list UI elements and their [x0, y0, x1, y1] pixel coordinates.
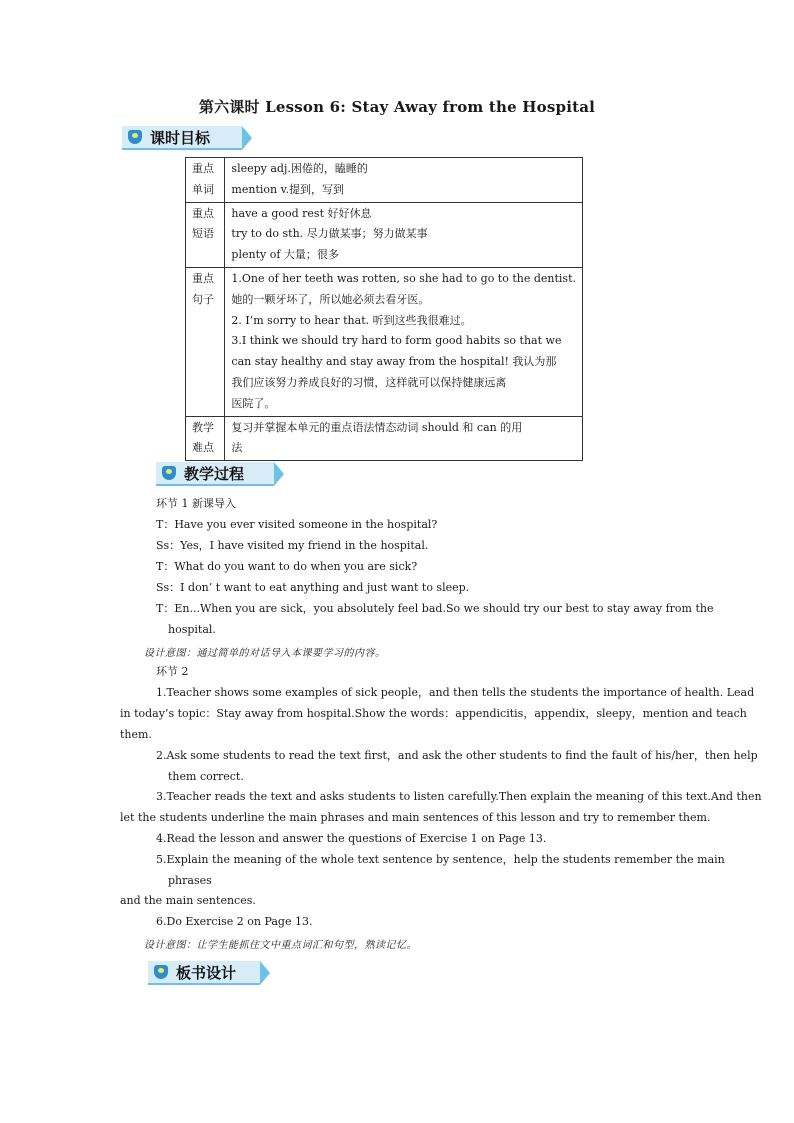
row-key-sentences: 重点句子 [186, 267, 225, 416]
sentence-line: 她的一颗牙坏了，所以她必须去看牙医。 [231, 292, 430, 306]
table-row [186, 202, 583, 267]
row-value-words [225, 158, 583, 203]
dialogue-line: hospital. [168, 623, 216, 636]
section-title-board: 板书设计 [176, 964, 237, 982]
phrase-line: try to do sth. 尽力做某事；努力做某事 [231, 227, 428, 241]
dialogue-line: Ss：Yes，I have visited my friend in the hospital. [156, 539, 429, 552]
sentence-line: can stay healthy and stay away from the hospital! 我认为那 [231, 355, 557, 369]
dialogue-line: T：Have you ever visited someone in the hospital? [156, 518, 438, 531]
section-banner-goals [122, 126, 242, 150]
design-intent-note: 设计意图：通过简单的对话导入本课要学习的内容。 [144, 648, 386, 659]
sentence-line: 1.One of her teeth was rotten, so she had to go to the dentist. [231, 271, 576, 285]
phrase-line: have a good rest 好好休息 [231, 206, 372, 220]
design-intent-note: 设计意图：让学生能抓住文中重点词汇和句型，熟读记忆。 [144, 940, 417, 951]
trophy-icon [154, 965, 168, 979]
step2-title: 环节 2 [156, 665, 189, 678]
row-value-sentences [225, 267, 583, 416]
row-key-words: 重点单词 [186, 158, 225, 203]
section-banner-board [148, 961, 260, 985]
sentence-line: 2. I’m sorry to hear that. 听到这些我很难过。 [231, 313, 472, 327]
difficulty-line: 法 [231, 441, 243, 455]
step2-line: them. [120, 728, 152, 741]
step2-line: 5.Explain the meaning of the whole text sentence by sentence，help the students remember the main [156, 853, 725, 866]
step2-line: 2.Ask some students to read the text first，and ask the other students to find the fault of his/her，then help [156, 749, 758, 762]
row-key-difficulty: 教学难点 [186, 416, 225, 461]
goals-table [185, 157, 583, 461]
section-title-goals: 课时目标 [150, 129, 211, 147]
table-row [186, 416, 583, 461]
row-key-phrases: 重点短语 [186, 202, 225, 267]
difficulty-line: 复习并掌握本单元的重点语法情态动词 should 和 can 的用 [231, 420, 523, 434]
word-line: mention v.提到，写到 [231, 182, 344, 196]
dialogue-line: T：En...When you are sick，you absolutely feel bad.So we should try our best to stay away from the [156, 602, 714, 615]
section-title-process: 教学过程 [184, 465, 245, 483]
step2-line: and the main sentences. [120, 894, 256, 907]
step2-line: 6.Do Exercise 2 on Page 13. [156, 915, 313, 928]
step2-line: 4.Read the lesson and answer the questions of Exercise 1 on Page 13. [156, 832, 547, 845]
step2-line: in today’s topic：Stay away from hospital.Show the words：appendicitis，appendix，sleepy，mention and teach [120, 707, 747, 720]
step2-line: let the students underline the main phrases and main sentences of this lesson and try to remember them. [120, 811, 711, 824]
word-line: sleepy adj.困倦的，瞌睡的 [231, 162, 368, 175]
step1-title: 环节 1 新课导入 [156, 497, 236, 510]
step2-line: them correct. [168, 770, 244, 783]
step2-line: phrases [168, 874, 212, 887]
trophy-icon [128, 130, 142, 144]
row-value-phrases [225, 202, 583, 267]
table-row [186, 158, 583, 203]
row-value-difficulty [225, 416, 583, 461]
sentence-line: 医院了。 [231, 396, 276, 410]
sentence-line: 3.I think we should try hard to form good habits so that we [231, 334, 562, 348]
step2-line: 3.Teacher reads the text and asks students to listen carefully.Then explain the meaning of this text.And then [156, 790, 762, 803]
page-title: 第六课时 Lesson 6: Stay Away from the Hospital [198, 98, 596, 116]
section-banner-process [156, 462, 274, 486]
table-row [186, 267, 583, 416]
trophy-icon [162, 466, 176, 480]
dialogue-line: Ss：I don’ t want to eat anything and just want to sleep. [156, 581, 470, 594]
step2-line: 1.Teacher shows some examples of sick people，and then tells the students the importance of health. Lead [156, 686, 755, 699]
dialogue-line: T：What do you want to do when you are sick? [156, 560, 418, 573]
sentence-line: 我们应该努力养成良好的习惯，这样就可以保持健康远离 [231, 375, 507, 389]
phrase-line: plenty of 大量；很多 [231, 248, 339, 262]
